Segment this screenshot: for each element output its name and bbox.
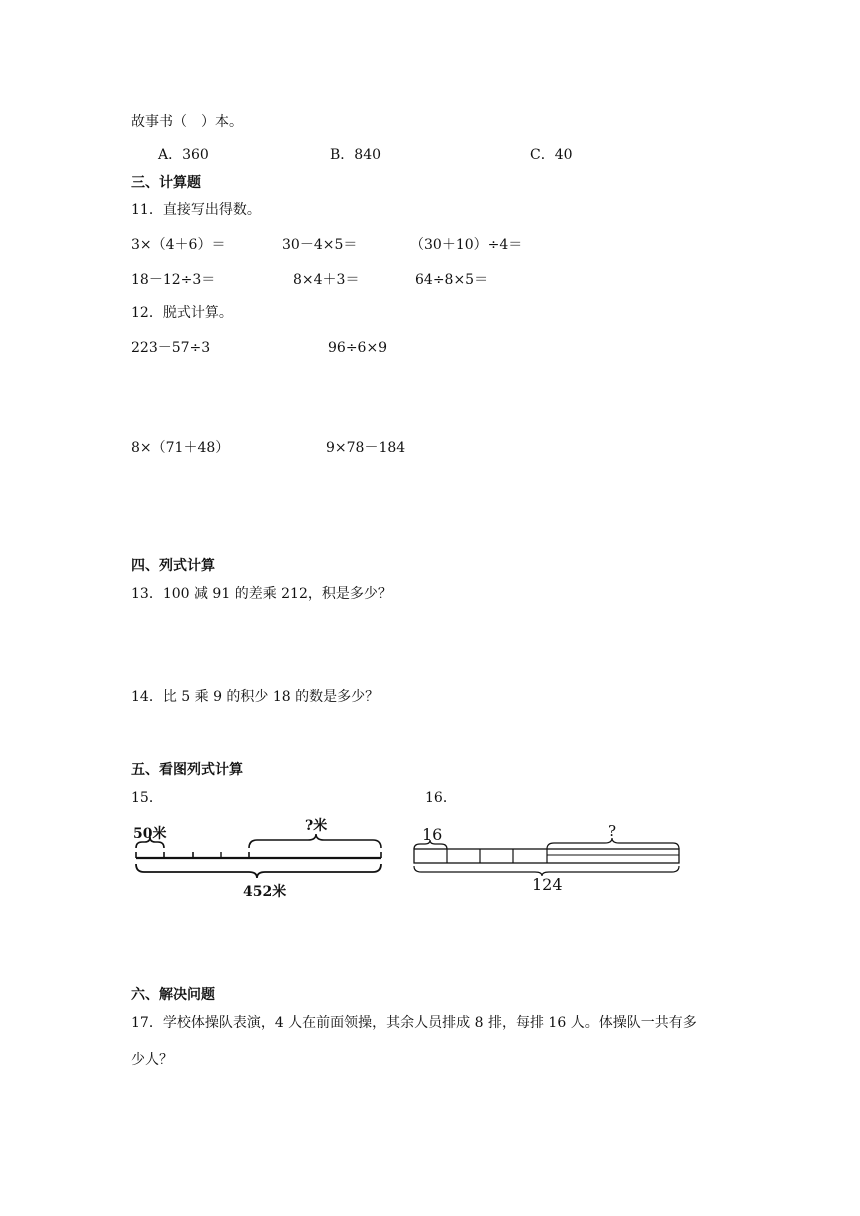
- q11-item: 30－4×5＝: [282, 237, 358, 253]
- section-heading-calculation: 三、计算题: [131, 175, 201, 191]
- q14-text: 14．比 5 乘 9 的积少 18 的数是多少？: [131, 689, 380, 705]
- q11-item: 3×（4＋6）＝: [131, 237, 226, 253]
- q11-item: 64÷8×5＝: [415, 272, 489, 288]
- q16-number: 16．: [425, 790, 457, 806]
- q16-unknown-label: ?: [608, 822, 617, 840]
- q15-number: 15．: [131, 790, 163, 806]
- q16-bar-diagram: [405, 820, 685, 900]
- q16-segment-label: 16: [422, 825, 443, 844]
- q17-text-line2: 少人？: [131, 1052, 173, 1068]
- q16-total-label: 124: [532, 875, 563, 894]
- section-heading-expression: 四、列式计算: [131, 558, 215, 574]
- q12-title: 12．脱式计算。: [131, 305, 233, 321]
- q11-title: 11．直接写出得数。: [131, 202, 261, 218]
- q10-option-a: A．360: [158, 147, 209, 163]
- q10-tail-text: 故事书（ ）本。: [131, 114, 243, 130]
- section-heading-problems: 六、解决问题: [131, 987, 215, 1003]
- q12-item: 96÷6×9: [328, 340, 388, 356]
- q13-text: 13．100 减 91 的差乘 212，积是多少？: [131, 586, 392, 602]
- q12-item: 8×（71＋48）: [131, 440, 230, 456]
- q12-item: 9×78－184: [326, 440, 406, 456]
- q15-total-label: 452米: [243, 884, 287, 900]
- q11-item: （30＋10）÷4＝: [410, 237, 523, 253]
- section-heading-diagram: 五、看图列式计算: [131, 762, 243, 778]
- q17-text-line1: 17．学校体操队表演，4 人在前面领操，其余人员排成 8 排，每排 16 人。体操队一共有多: [131, 1015, 697, 1031]
- q11-item: 18－12÷3＝: [131, 272, 216, 288]
- q10-option-b: B．840: [330, 147, 382, 163]
- q15-unknown-label: ?米: [305, 818, 328, 834]
- q11-item: 8×4＋3＝: [293, 272, 360, 288]
- q10-option-c: C．40: [530, 147, 573, 163]
- q12-item: 223－57÷3: [131, 340, 211, 356]
- q15-line-diagram: [125, 812, 390, 902]
- q15-segment-label: 50米: [133, 826, 167, 842]
